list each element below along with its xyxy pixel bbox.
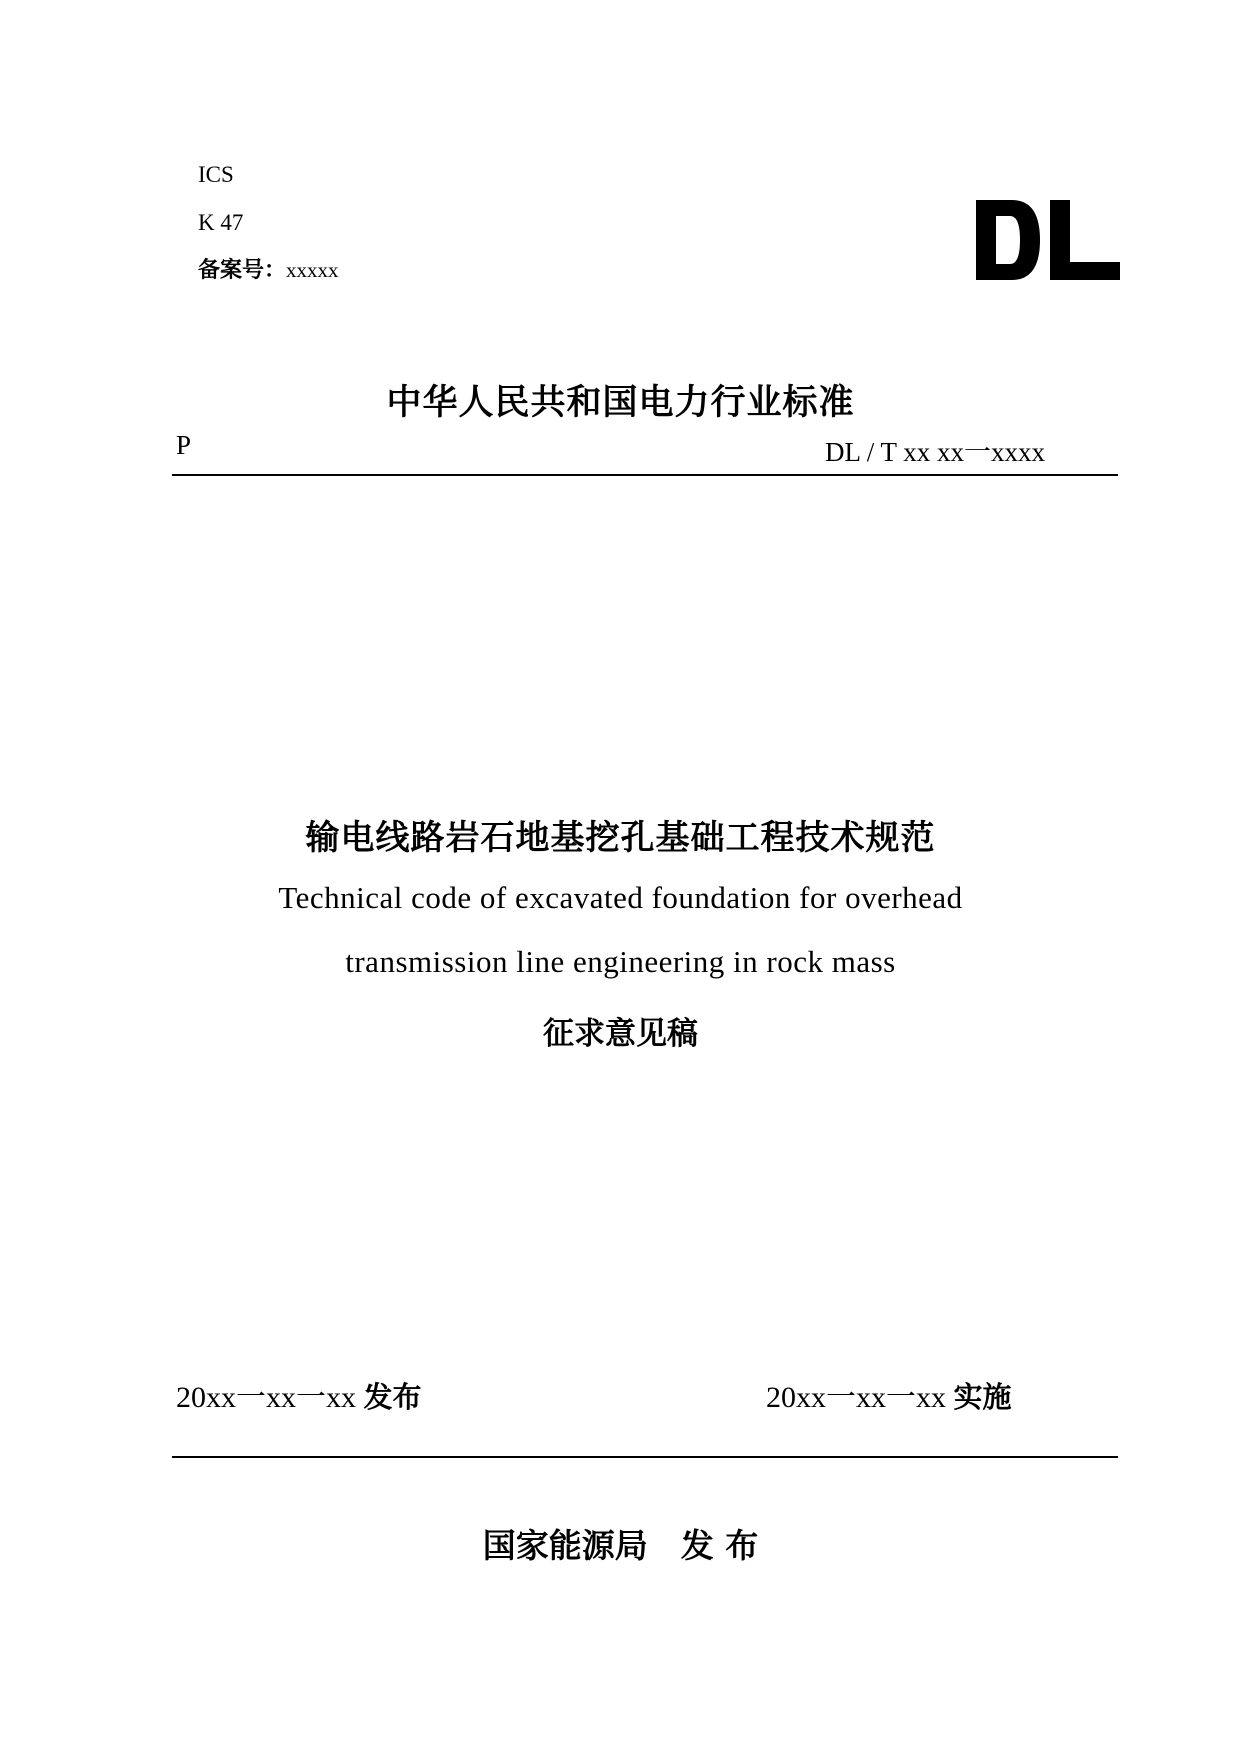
document-title-en-line1: Technical code of excavated foundation for overhead: [278, 880, 963, 915]
publish-label: 发布: [363, 1380, 422, 1414]
ics-label: ICS: [198, 162, 234, 187]
publisher: 国家能源局 发 布: [482, 1526, 759, 1565]
document-title-en-line2: transmission line engineering in rock mass: [345, 944, 896, 979]
header-divider: [172, 474, 1118, 476]
implement-date: 20xx一xx一xx: [766, 1381, 946, 1414]
standard-title: 中华人民共和国电力行业标准: [386, 383, 855, 423]
implement-date-line: [766, 1372, 1012, 1416]
dl-logo: [976, 200, 1120, 280]
filing-label: 备案号：: [198, 258, 287, 283]
category-code: K 47: [198, 210, 244, 235]
document-title-cn: 输电线路岩石地基挖孔基础工程技术规范: [305, 818, 936, 858]
filing-value: xxxxx: [286, 258, 339, 282]
publish-date-line: [176, 1372, 422, 1416]
footer-divider: [172, 1456, 1118, 1458]
category-letter: P: [176, 430, 192, 460]
standard-number: DL / T xx xx一xxxx: [824, 437, 1045, 467]
filing-number: [198, 258, 339, 282]
publish-date: 20xx一xx一xx: [176, 1381, 356, 1414]
implement-label: 实施: [953, 1380, 1012, 1414]
draft-label: 征求意见稿: [543, 1016, 698, 1052]
